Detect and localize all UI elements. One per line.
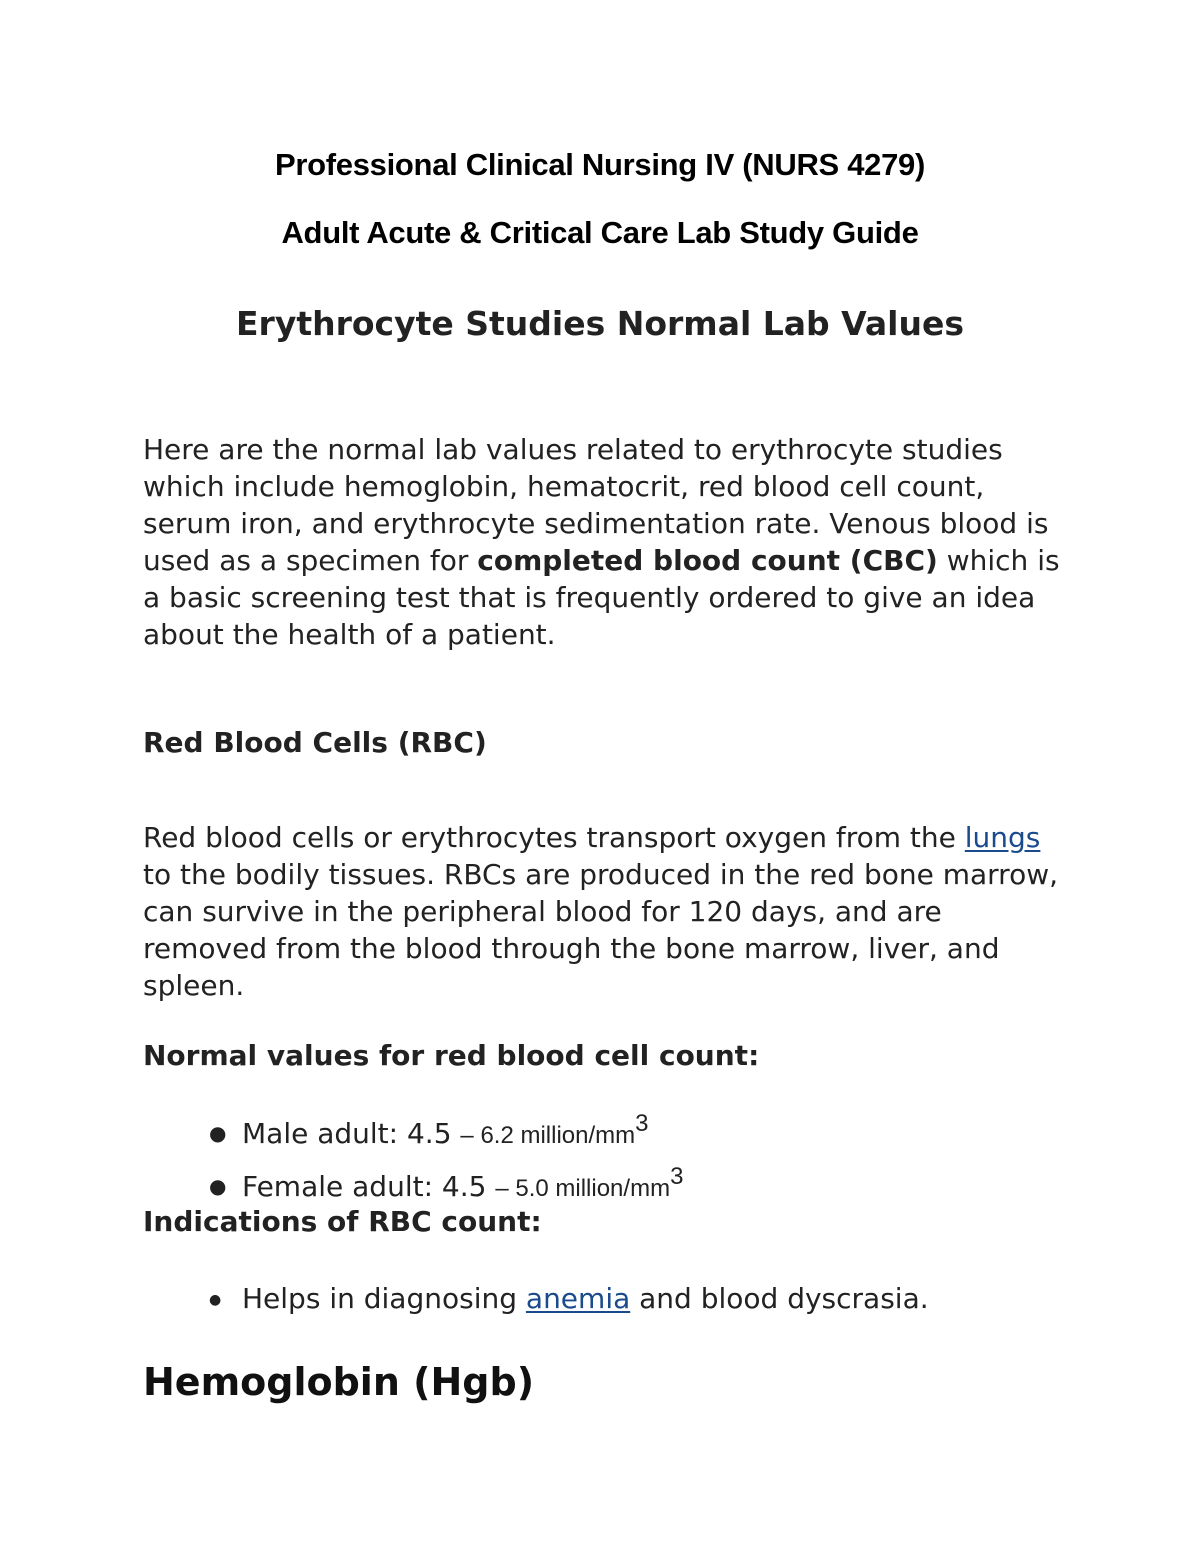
intro-text-2: which is a basic screening test that is frequently ordered to give an idea about the health of a patient. [143, 544, 1060, 651]
indications-heading: Indications of RBC count: [143, 1205, 542, 1238]
rbc-description [143, 819, 1073, 1004]
bullet-icon: ● [209, 1174, 227, 1198]
hemoglobin-heading: Hemoglobin (Hgb) [143, 1360, 535, 1404]
rbc-text-1: Red blood cells or erythrocytes transport oxygen from the [143, 821, 965, 854]
anemia-link[interactable]: anemia [525, 1282, 631, 1315]
intro-paragraph [143, 431, 1073, 653]
list-item-female [209, 1163, 684, 1203]
female-range: – 5.0 million/mm [495, 1175, 671, 1202]
indication-text-1: Helps in diagnosing [242, 1282, 526, 1315]
male-exponent: 3 [635, 1110, 649, 1137]
bullet-icon: ● [209, 1121, 227, 1145]
rbc-text-2: to the bodily tissues. RBCs are produced in the red bone marrow, can survive in the peripheral blood for 120 days, and are removed from the blood through the bone marrow, liver, and spleen. [143, 858, 1059, 1002]
normal-values-heading: Normal values for red blood cell count: [143, 1039, 760, 1072]
course-title: Professional Clinical Nursing IV (NURS 4279) [274, 147, 926, 182]
list-item-indication [209, 1282, 929, 1315]
rbc-heading: Red Blood Cells (RBC) [143, 726, 487, 759]
guide-title: Adult Acute & Critical Care Lab Study Guide [281, 215, 919, 250]
indication-text-2: and blood dyscrasia. [630, 1282, 929, 1315]
female-label: Female adult: 4.5 [242, 1170, 496, 1203]
male-label: Male adult: 4.5 [242, 1117, 461, 1150]
list-item-male [209, 1110, 649, 1150]
lungs-link[interactable]: lungs [964, 821, 1041, 854]
intro-cbc-bold: completed blood count (CBC) [477, 544, 938, 577]
intro-text-1: Here are the normal lab values related to erythrocyte studies which include hemoglobin, hematocrit, red blood cell count, serum iron, and erythrocyte sedimentation rate. Venous blood is used as a specimen for [143, 433, 1049, 577]
section-title: Erythrocyte Studies Normal Lab Values [236, 304, 964, 343]
female-exponent: 3 [670, 1163, 684, 1190]
male-range: – 6.2 million/mm [460, 1122, 636, 1149]
bullet-icon: ● [209, 1292, 222, 1308]
